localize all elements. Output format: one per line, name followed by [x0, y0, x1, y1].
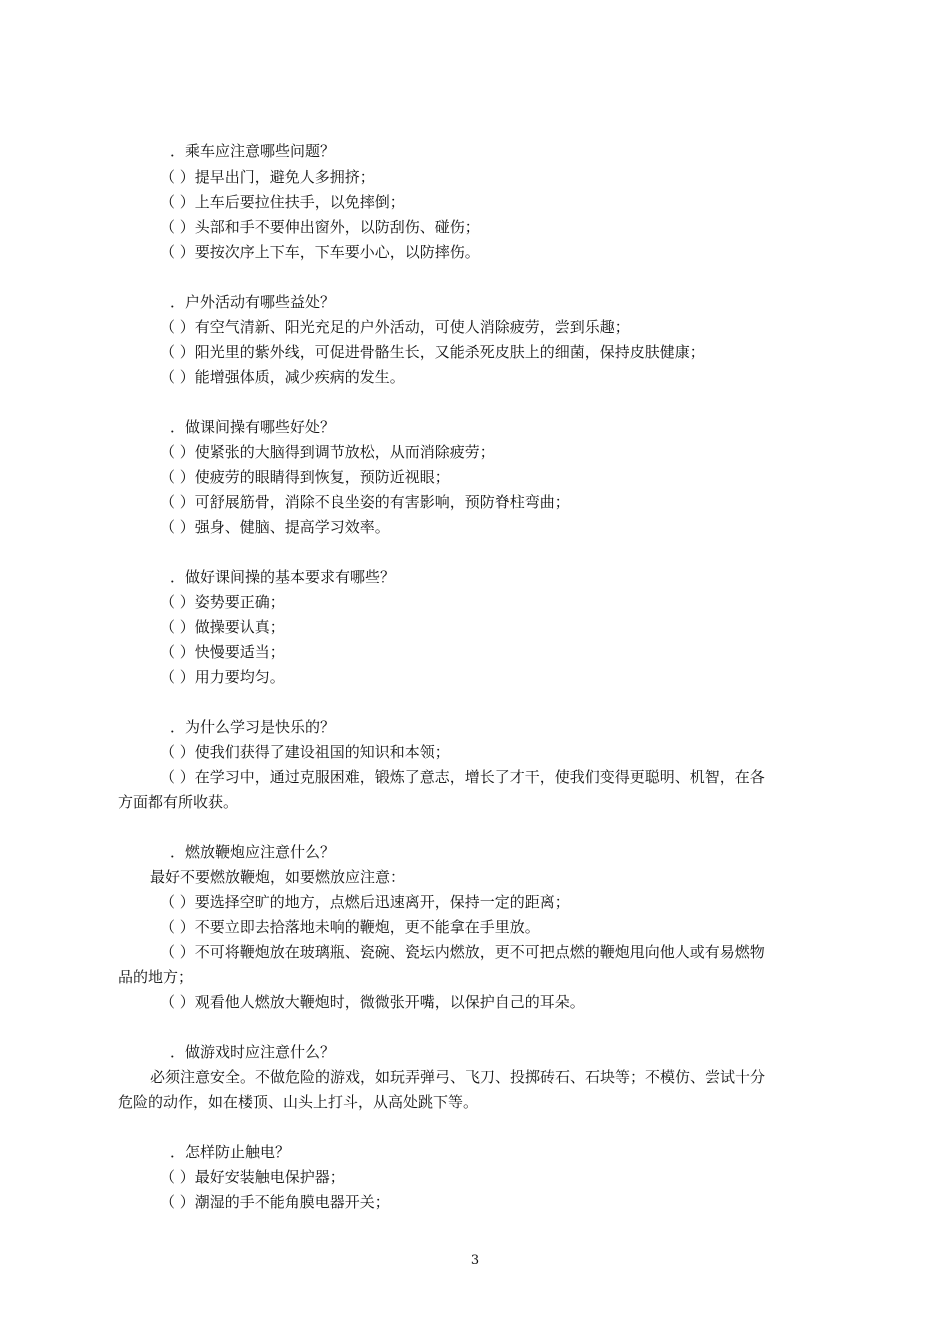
answer-item-continuation: 品的地方； [118, 968, 194, 986]
question-heading: ．做游戏时应注意什么？ [170, 1043, 336, 1061]
answer-item: （ ）要按次序上下车，下车要小心，以防摔伤。 [160, 243, 480, 261]
answer-item: （ ）有空气清新、阳光充足的户外活动，可使人消除疲劳，尝到乐趣； [160, 318, 630, 336]
answer-item: （ ）不可将鞭炮放在玻璃瓶、瓷碗、瓷坛内燃放，更不可把点燃的鞭炮甩向他人或有易燃物 [160, 943, 765, 961]
answer-item: （ ）快慢要适当； [160, 643, 285, 661]
answer-item: （ ）最好安装触电保护器； [160, 1168, 345, 1186]
answer-item: （ ）头部和手不要伸出窗外，以防刮伤、碰伤； [160, 218, 480, 236]
question-heading: ．乘车应注意哪些问题？ [170, 142, 336, 160]
answer-item: （ ）上车后要拉住扶手，以免摔倒； [160, 193, 405, 211]
answer-item: （ ）在学习中，通过克服困难，锻炼了意志，增长了才干，使我们变得更聪明、机智，在各 [160, 768, 765, 786]
answer-item: （ ）能增强体质，减少疾病的发生。 [160, 368, 405, 386]
question-heading: ．做课间操有哪些好处？ [170, 418, 336, 436]
question-heading: ．做好课间操的基本要求有哪些？ [170, 568, 396, 586]
answer-item: （ ）阳光里的紫外线，可促进骨骼生长，又能杀死皮肤上的细菌，保持皮肤健康； [160, 343, 705, 361]
answer-item: （ ）使紧张的大脑得到调节放松，从而消除疲劳； [160, 443, 495, 461]
answer-item: （ ）用力要均匀。 [160, 668, 285, 686]
answer-item-continuation: 方面都有所收获。 [118, 793, 239, 811]
intro-text: 最好不要燃放鞭炮，如要燃放应注意： [150, 868, 406, 886]
question-heading: ．为什么学习是快乐的？ [170, 718, 336, 736]
answer-item: （ ）使疲劳的眼睛得到恢复，预防近视眼； [160, 468, 450, 486]
question-heading: ．户外活动有哪些益处？ [170, 293, 336, 311]
answer-item: （ ）潮湿的手不能角膜电器开关； [160, 1193, 390, 1211]
question-heading: ．怎样防止触电？ [170, 1143, 291, 1161]
answer-item: （ ）观看他人燃放大鞭炮时，微微张开嘴，以保护自己的耳朵。 [160, 993, 585, 1011]
page-number: 3 [470, 1253, 480, 1268]
answer-item: （ ）要选择空旷的地方，点燃后迅速离开，保持一定的距离； [160, 893, 570, 911]
answer-item: （ ）提早出门，避免人多拥挤； [160, 168, 375, 186]
answer-item: （ ）强身、健脑、提高学习效率。 [160, 518, 390, 536]
answer-item: （ ）不要立即去拾落地未响的鞭炮，更不能拿在手里放。 [160, 918, 540, 936]
paragraph-continuation: 危险的动作，如在楼顶、山头上打斗，从高处跳下等。 [118, 1093, 479, 1111]
answer-item: （ ）做操要认真； [160, 618, 285, 636]
answer-item: （ ）使我们获得了建设祖国的知识和本领； [160, 743, 450, 761]
question-heading: ．燃放鞭炮应注意什么？ [170, 843, 336, 861]
paragraph-line: 必须注意安全。不做危险的游戏，如玩弄弹弓、飞刀、投掷砖石、石块等；不模仿、尝试十分 [150, 1068, 766, 1086]
answer-item: （ ）可舒展筋骨，消除不良坐姿的有害影响，预防脊柱弯曲； [160, 493, 570, 511]
answer-item: （ ）姿势要正确； [160, 593, 285, 611]
